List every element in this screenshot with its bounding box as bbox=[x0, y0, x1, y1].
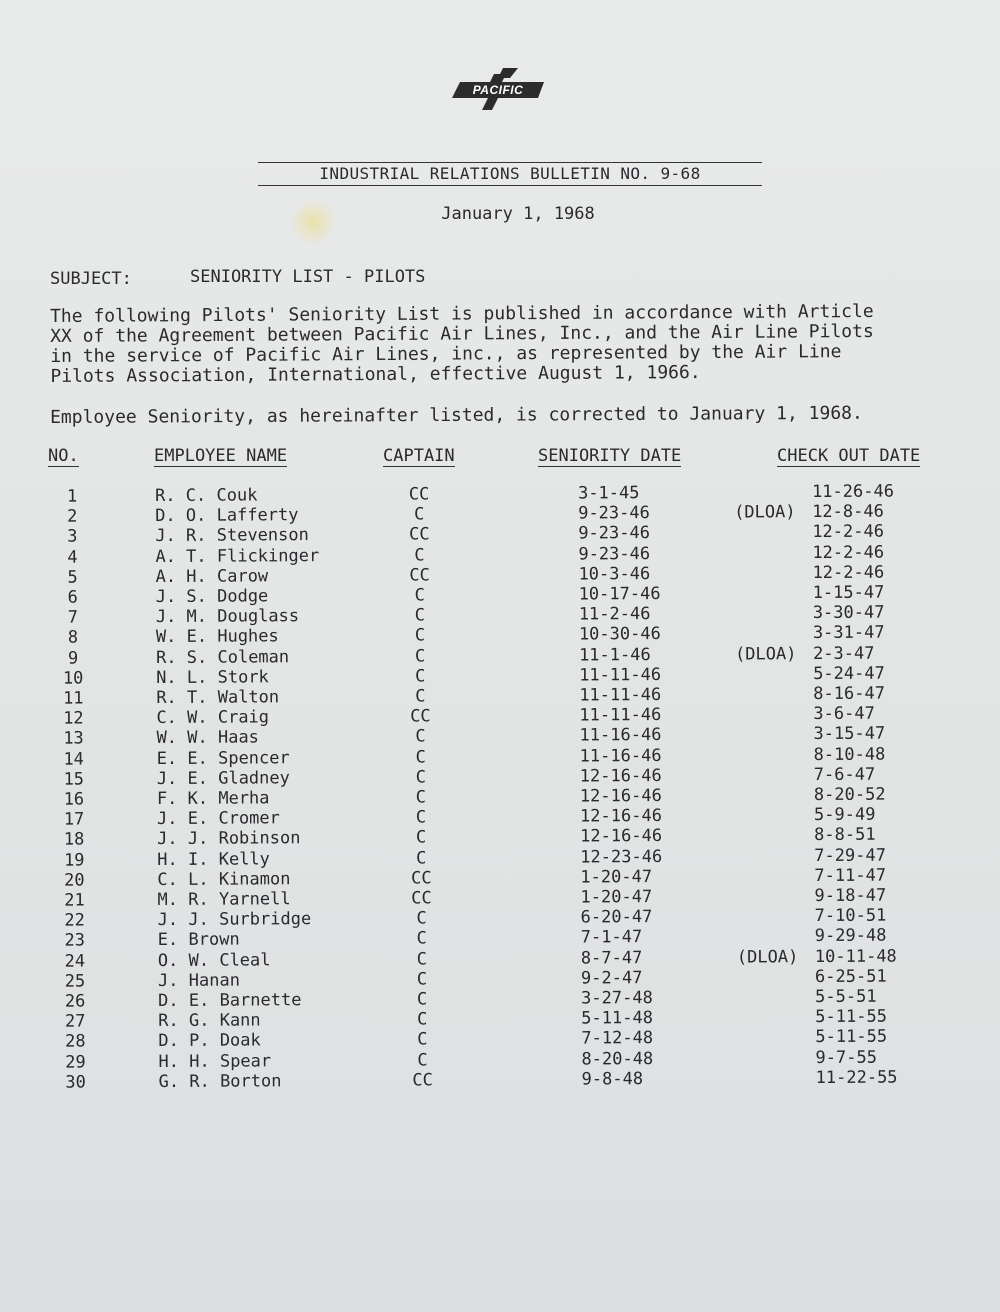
check-out-date: 11-22-55 bbox=[815, 1067, 898, 1088]
check-out-date: 3-30-47 bbox=[812, 602, 885, 624]
check-out-date: 7-10-51 bbox=[814, 905, 887, 927]
row-number: 11 bbox=[62, 688, 84, 709]
employee-name: J. J. Robinson bbox=[157, 828, 301, 850]
employee-name: M. R. Yarnell bbox=[157, 889, 291, 911]
row-number: 12 bbox=[63, 708, 84, 729]
pacific-logo bbox=[446, 66, 550, 116]
employee-name: J. Hanan bbox=[157, 970, 240, 991]
captain-code: C bbox=[416, 989, 428, 1010]
captain-code: C bbox=[417, 1009, 428, 1030]
check-out-date: 7-29-47 bbox=[814, 845, 886, 866]
seniority-date: 1-20-47 bbox=[580, 887, 653, 908]
captain-code: C bbox=[414, 625, 426, 646]
row-number: 24 bbox=[64, 951, 86, 972]
row-number: 25 bbox=[64, 971, 86, 992]
header-captain: CAPTAIN bbox=[383, 446, 455, 466]
seniority-date: 11-16-46 bbox=[579, 745, 662, 767]
logo-text: PACIFIC bbox=[472, 83, 524, 97]
employee-name: J. E. Cromer bbox=[156, 808, 280, 830]
seniority-date: 7-12-48 bbox=[581, 1028, 654, 1049]
captain-code: C bbox=[416, 847, 427, 869]
row-number: 27 bbox=[64, 1011, 86, 1032]
header-seniority-date: SENIORITY DATE bbox=[538, 446, 682, 466]
captain-code: C bbox=[416, 969, 428, 990]
captain-code: CC bbox=[411, 868, 432, 889]
subject-label: SUBJECT: bbox=[50, 269, 132, 289]
seniority-date: 9-23-46 bbox=[578, 503, 650, 524]
seniority-date: 11-11-46 bbox=[579, 664, 662, 686]
row-number: 13 bbox=[63, 728, 84, 750]
seniority-date: 3-1-45 bbox=[577, 483, 640, 504]
row-number: 4 bbox=[67, 547, 78, 568]
check-out-date: 5-11-55 bbox=[815, 1006, 887, 1028]
employee-name: G. R. Borton bbox=[158, 1071, 282, 1092]
captain-code: CC bbox=[410, 706, 431, 727]
employee-name: J. R. Stevenson bbox=[155, 525, 309, 547]
dloa-note: (DLOA) bbox=[734, 502, 796, 523]
check-out-date: 8-20-52 bbox=[813, 784, 886, 806]
check-out-date: 5-9-49 bbox=[813, 804, 876, 826]
seniority-date: 5-11-48 bbox=[581, 1008, 653, 1029]
row-number: 22 bbox=[64, 910, 85, 931]
check-out-date: 5-5-51 bbox=[815, 986, 877, 1008]
captain-code: C bbox=[417, 1029, 428, 1050]
employee-name: E. E. Spencer bbox=[156, 747, 290, 769]
seniority-date: 11-1-46 bbox=[578, 644, 651, 666]
employee-name: C. W. Craig bbox=[156, 707, 270, 729]
captain-code: C bbox=[416, 908, 427, 929]
check-out-date: 10-11-48 bbox=[814, 946, 897, 967]
check-out-date: 3-15-47 bbox=[813, 723, 886, 745]
seniority-date: 12-16-46 bbox=[579, 785, 662, 807]
captain-code: C bbox=[415, 686, 426, 707]
row-number: 17 bbox=[63, 809, 85, 830]
row-number: 15 bbox=[63, 769, 85, 790]
row-number: 8 bbox=[67, 627, 79, 648]
check-out-date: 6-25-51 bbox=[814, 966, 887, 987]
seniority-date: 9-23-46 bbox=[578, 523, 651, 544]
row-number: 6 bbox=[67, 587, 78, 608]
captain-code: CC bbox=[408, 484, 430, 505]
paragraph-line: XX of the Agreement between Pacific Air Lines, Inc., and the Air Line Pilots bbox=[50, 320, 874, 347]
header-employee-name: EMPLOYEE NAME bbox=[154, 446, 288, 466]
seniority-date: 11-2-46 bbox=[578, 604, 651, 625]
check-out-date: 2-3-47 bbox=[812, 643, 875, 664]
seniority-date: 9-23-46 bbox=[578, 543, 651, 565]
header-check-out-date: CHECK OUT DATE bbox=[777, 446, 921, 466]
captain-code: C bbox=[415, 767, 426, 788]
captain-code: C bbox=[414, 666, 426, 687]
check-out-date: 12-2-46 bbox=[812, 542, 885, 563]
employee-name: O. W. Cleal bbox=[157, 949, 271, 971]
row-number: 29 bbox=[65, 1052, 86, 1073]
row-number: 10 bbox=[62, 668, 84, 689]
employee-name: W. E. Hughes bbox=[155, 626, 279, 648]
row-number: 28 bbox=[65, 1031, 86, 1053]
row-number: 16 bbox=[63, 789, 85, 810]
seniority-date: 9-8-48 bbox=[581, 1068, 644, 1090]
employee-name: R. G. Kann bbox=[158, 1010, 261, 1032]
check-out-date: 9-18-47 bbox=[814, 885, 887, 907]
bulletin-title: INDUSTRIAL RELATIONS BULLETIN NO. 9-68 bbox=[258, 162, 762, 186]
dloa-note: (DLOA) bbox=[734, 643, 797, 665]
row-number: 5 bbox=[67, 567, 78, 588]
header-no: NO. bbox=[48, 446, 79, 466]
paragraph-line: The following Pilots' Seniority List is published in accordance with Article bbox=[49, 300, 874, 327]
check-out-date: 8-16-47 bbox=[813, 683, 885, 705]
seniority-correction-note: Employee Seniority, as hereinafter listed, is corrected to January 1, 1968. bbox=[49, 402, 863, 428]
employee-name: D. P. Doak bbox=[158, 1030, 261, 1052]
row-number: 23 bbox=[64, 930, 86, 952]
captain-code: C bbox=[416, 948, 428, 970]
seniority-date: 11-11-46 bbox=[579, 705, 662, 726]
paragraph-line: in the service of Pacific Air Lines, inc., as represented by the Air Line bbox=[50, 341, 842, 367]
seniority-date: 9-2-47 bbox=[580, 967, 643, 989]
seniority-date: 8-20-48 bbox=[581, 1048, 654, 1070]
employee-name: R. S. Coleman bbox=[155, 646, 290, 668]
check-out-date: 7-6-47 bbox=[813, 764, 876, 785]
row-number: 26 bbox=[64, 991, 86, 1012]
employee-name: H. H. Spear bbox=[158, 1050, 272, 1072]
check-out-date: 3-31-47 bbox=[812, 622, 885, 644]
row-number: 7 bbox=[67, 607, 78, 628]
subject-value: SENIORITY LIST - PILOTS bbox=[190, 267, 426, 287]
row-number: 19 bbox=[63, 850, 85, 871]
seniority-date: 1-20-47 bbox=[580, 866, 653, 888]
row-number: 30 bbox=[65, 1072, 86, 1093]
captain-code: CC bbox=[411, 888, 432, 909]
employee-name: H. I. Kelly bbox=[157, 848, 270, 870]
employee-name: N. L. Stork bbox=[156, 667, 269, 688]
employee-name: E. Brown bbox=[157, 929, 240, 951]
check-out-date: 11-26-46 bbox=[811, 481, 894, 503]
captain-code: C bbox=[415, 787, 427, 808]
check-out-date: 8-8-51 bbox=[814, 825, 876, 846]
seniority-date: 6-20-47 bbox=[580, 907, 653, 928]
row-number: 18 bbox=[63, 829, 85, 851]
captain-code: C bbox=[414, 605, 425, 626]
captain-code: CC bbox=[409, 565, 430, 586]
employee-name: J. M. Douglass bbox=[155, 606, 300, 628]
captain-code: C bbox=[414, 545, 425, 566]
captain-code: CC bbox=[408, 524, 430, 545]
seniority-date: 7-1-47 bbox=[580, 927, 643, 948]
bulletin-date: January 1, 1968 bbox=[441, 204, 595, 224]
check-out-date: 7-11-47 bbox=[814, 865, 887, 886]
paragraph-line: Pilots Association, International, effective August 1, 1966. bbox=[50, 362, 701, 387]
seniority-date: 12-16-46 bbox=[579, 806, 662, 827]
captain-code: C bbox=[415, 746, 426, 768]
row-number: 14 bbox=[63, 749, 84, 770]
seniority-date: 10-30-46 bbox=[578, 624, 661, 645]
captain-code: CC bbox=[412, 1070, 433, 1091]
captain-code: C bbox=[414, 585, 425, 606]
row-number: 3 bbox=[67, 526, 78, 547]
seniority-date: 10-17-46 bbox=[578, 583, 661, 605]
check-out-date: 9-7-55 bbox=[815, 1047, 877, 1068]
seniority-date: 8-7-47 bbox=[580, 947, 643, 969]
row-number: 1 bbox=[66, 486, 78, 507]
employee-name: W. W. Haas bbox=[156, 727, 259, 749]
check-out-date: 5-24-47 bbox=[813, 663, 885, 684]
seniority-date: 12-16-46 bbox=[579, 765, 662, 787]
captain-code: C bbox=[416, 928, 427, 949]
seniority-table bbox=[0, 481, 1000, 1107]
seniority-date: 12-16-46 bbox=[580, 826, 663, 847]
employee-name: A. T. Flickinger bbox=[155, 545, 320, 567]
check-out-date: 3-6-47 bbox=[813, 703, 875, 725]
check-out-date: 12-2-46 bbox=[812, 562, 885, 583]
seniority-date: 10-3-46 bbox=[578, 563, 651, 585]
dloa-note: (DLOA) bbox=[736, 946, 799, 968]
captain-code: C bbox=[413, 504, 425, 525]
employee-name: D. O. Lafferty bbox=[155, 505, 299, 527]
employee-name: J. E. Gladney bbox=[156, 768, 290, 789]
seniority-date: 12-23-46 bbox=[580, 846, 663, 868]
captain-code: C bbox=[415, 726, 426, 747]
employee-name: F. K. Merha bbox=[156, 788, 270, 810]
captain-code: C bbox=[415, 827, 427, 848]
captain-code: C bbox=[417, 1049, 428, 1071]
employee-name: J. J. Surbridge bbox=[157, 909, 312, 931]
check-out-date: 9-29-48 bbox=[814, 925, 887, 947]
captain-code: C bbox=[415, 807, 427, 828]
employee-name: R. T. Walton bbox=[156, 687, 280, 709]
employee-name: D. E. Barnette bbox=[158, 990, 302, 1012]
seniority-date: 3-27-48 bbox=[581, 988, 653, 1009]
check-out-date: 5-11-55 bbox=[815, 1026, 888, 1048]
seniority-date: 11-11-46 bbox=[579, 684, 662, 706]
check-out-date: 1-15-47 bbox=[812, 582, 885, 604]
employee-name: R. C. Couk bbox=[154, 485, 258, 507]
captain-code: C bbox=[414, 645, 426, 667]
check-out-date: 8-10-48 bbox=[813, 744, 886, 765]
check-out-date: 12-2-46 bbox=[812, 521, 885, 543]
employee-name: A. H. Carow bbox=[155, 566, 269, 587]
row-number: 20 bbox=[64, 870, 85, 891]
row-number: 2 bbox=[66, 506, 78, 527]
row-number: 21 bbox=[64, 890, 85, 911]
employee-name: C. L. Kinamon bbox=[157, 869, 291, 890]
check-out-date: 12-8-46 bbox=[812, 501, 884, 523]
intro-paragraph bbox=[50, 301, 970, 387]
employee-name: J. S. Dodge bbox=[155, 586, 269, 608]
row-number: 9 bbox=[67, 648, 79, 669]
seniority-date: 11-16-46 bbox=[579, 725, 662, 746]
